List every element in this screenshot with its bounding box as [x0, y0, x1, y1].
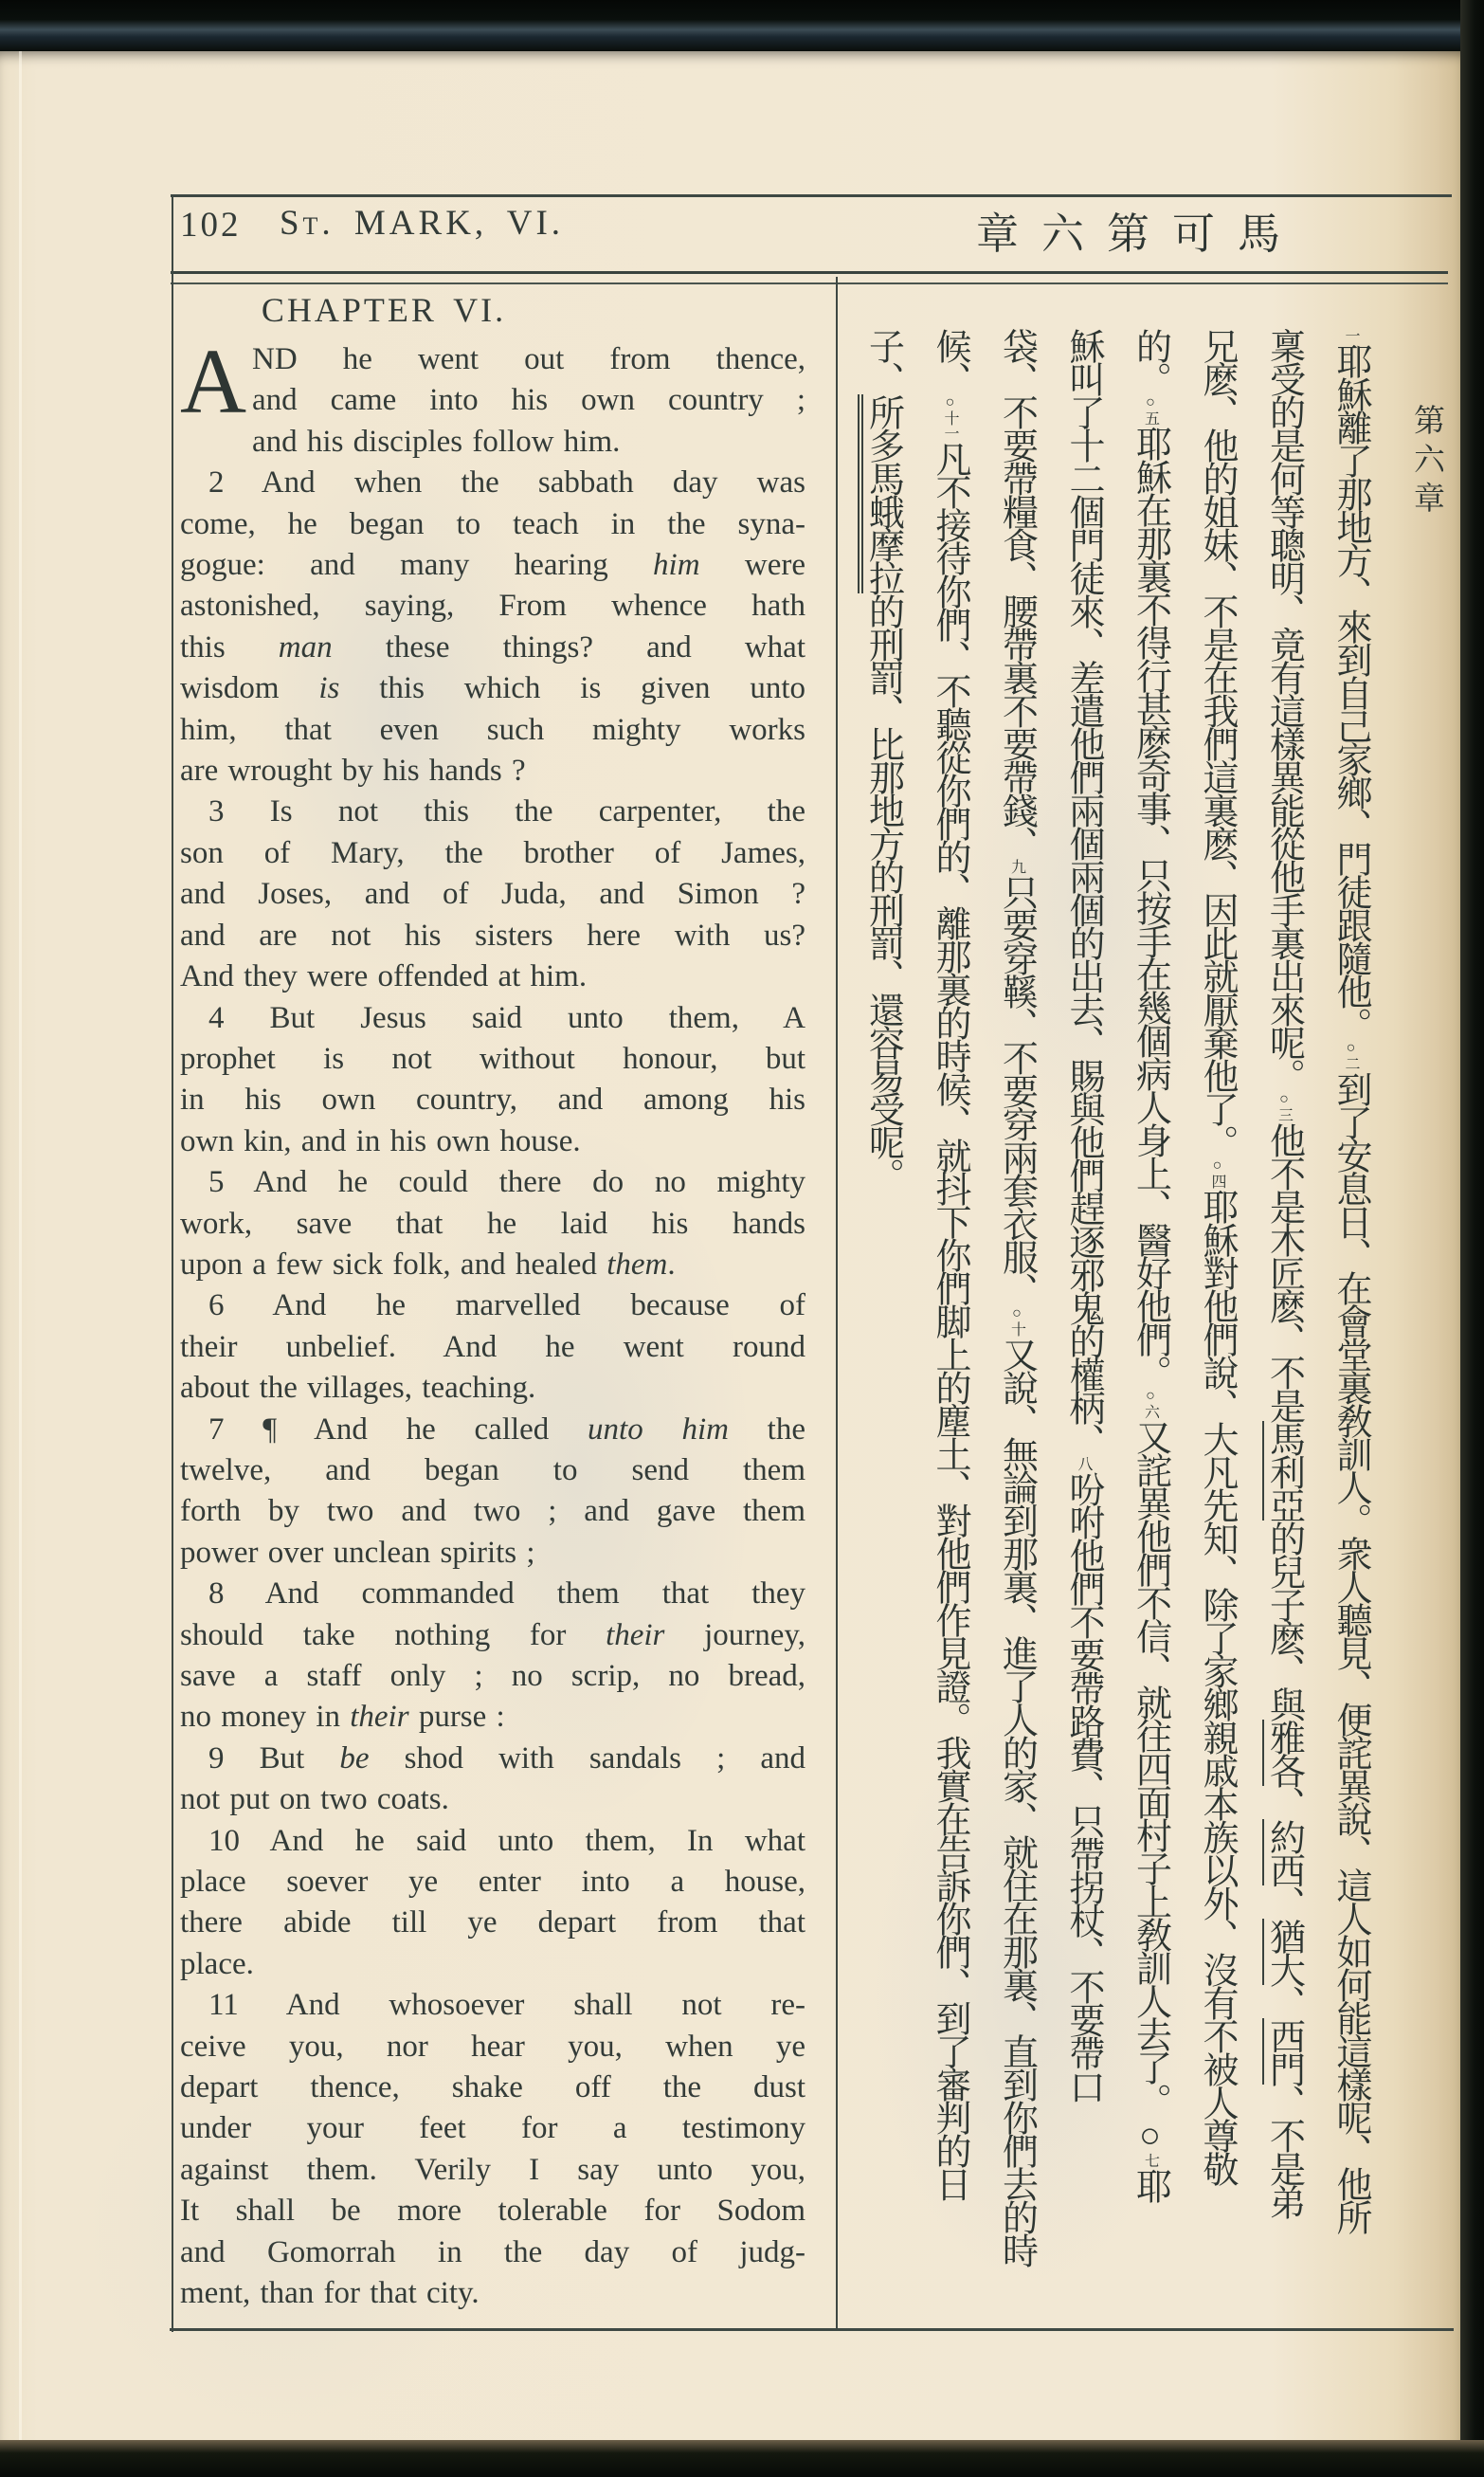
chinese-column-1 — [1317, 328, 1384, 2309]
verse-line: wisdom is this which is given unto — [180, 671, 805, 706]
verse-line: ND he went out from thence, — [252, 342, 805, 376]
proper-name-place: 所多馬 — [858, 394, 903, 494]
verse-line: 6 And he marvelled because of — [208, 1288, 805, 1323]
verse-line: about the villages, teaching. — [180, 1371, 536, 1406]
book-page — [0, 51, 1460, 2440]
verse-marker: ○四 — [1209, 1157, 1225, 1189]
verse-marker: ○二 — [1343, 1040, 1359, 1071]
verse-line: come, he began to teach in the syna- — [180, 506, 805, 541]
verse-7 — [180, 1410, 805, 1575]
verse-line: gogue: and many hearing him were — [180, 548, 805, 583]
verse-line: him, that even such mighty works — [180, 712, 805, 747]
verse-line: 8 And commanded them that they — [208, 1576, 805, 1612]
proper-name-place: 蛾摩拉 — [858, 494, 903, 593]
running-title-english: St. MARK, VI. — [279, 204, 565, 243]
verse-line: and his disciples follow him. — [252, 424, 621, 459]
chinese-text: 他不是木匠麽、不是 — [1263, 1122, 1304, 1421]
proper-name-person: 馬利亞 — [1263, 1421, 1304, 1521]
verse-line: and are not his sisters here with us? — [180, 918, 805, 953]
verse-9 — [180, 1739, 805, 1821]
chinese-column-5 — [1050, 328, 1117, 2309]
verse-line: prophet is not without honour, but — [180, 1041, 805, 1076]
frame-rule-bottom — [170, 2328, 1454, 2331]
verse-line: 10 And he said unto them, In what — [208, 1823, 805, 1858]
verse-line: in his own country, and among his — [180, 1083, 805, 1118]
verse-line: son of Mary, the brother of James, — [180, 835, 805, 870]
verse-line: upon a few sick folk, and healed them. — [180, 1247, 676, 1282]
chinese-column-2 — [1250, 328, 1317, 2309]
chinese-text: 候、 — [930, 328, 969, 394]
verse-marker: ○十一 — [942, 394, 958, 441]
chinese-text: 、 — [1263, 1786, 1304, 1819]
verse-marker: 七 — [1142, 2153, 1159, 2168]
chinese-text: 耶穌在那裏不得行甚麽奇事、只按手在幾個病人身上、醫好他們。 — [1130, 426, 1170, 1388]
verse-line: their unbelief. And he went round — [180, 1329, 805, 1364]
verse-6 — [180, 1285, 805, 1409]
chapter-heading: CHAPTER VI. — [261, 291, 507, 329]
verse-line: depart thence, shake off the dust — [180, 2070, 805, 2105]
chinese-text: 凡不接待你們、不聽從你們的、離那裏的時候、就抖下你們脚上的塵土、對他們作見證。我實在告訴你們、到了審判的日 — [930, 441, 969, 2199]
english-column — [180, 290, 805, 2315]
chinese-text: 耶 — [1130, 2168, 1170, 2201]
chinese-text: 袋、不要帶糧食、腰帶裏不要帶錢、 — [996, 328, 1037, 859]
verse-4 — [180, 998, 805, 1163]
chinese-text: 耶穌對他們說、大凡先知、除了家鄉親戚本族以外、沒有不被人尊敬 — [1197, 1189, 1237, 2184]
verse-1 — [180, 331, 805, 463]
verse-line: It shall be more tolerable for Sodom — [180, 2194, 805, 2229]
verse-line: 9 But be shod with sandals ; and — [208, 1740, 805, 1776]
chinese-column-8 — [849, 328, 916, 2309]
running-title-chinese: 章六第可馬 — [976, 210, 1304, 258]
verse-5 — [180, 1162, 805, 1285]
verse-line: and came into his own country ; — [252, 383, 805, 418]
chinese-column-3 — [1184, 328, 1251, 2309]
chinese-text: 只要穿鞵、不要穿兩套衣服、 — [996, 874, 1037, 1305]
verse-line: ceive you, nor hear you, when ye — [180, 2029, 805, 2064]
verse-line: astonished, saying, From whence hath — [180, 589, 805, 624]
drop-cap-initial: A — [180, 331, 247, 432]
verse-line: under your feet for a testimony — [180, 2111, 805, 2146]
verse-11 — [180, 1985, 805, 2314]
proper-name-person: 猶大 — [1263, 1919, 1304, 1985]
verse-line: power over unclean spirits ; — [180, 1535, 535, 1570]
verse-marker: ○六 — [1142, 1388, 1159, 1419]
verse-line: 3 Is not this the carpenter, the — [208, 794, 805, 829]
chinese-text: 耶穌離了那地方、來到自己家鄉、門徒跟隨他。 — [1330, 343, 1370, 1040]
verse-line: not put on two coats. — [180, 1782, 449, 1817]
english-verses — [180, 331, 805, 2315]
chinese-column-4 — [1116, 328, 1184, 2309]
chinese-column-6 — [983, 328, 1050, 2309]
scan-top-band — [0, 0, 1484, 51]
verse-3 — [180, 792, 805, 997]
verse-line: 4 But Jesus said unto them, A — [208, 1000, 805, 1035]
frame-rule-left — [172, 194, 173, 2332]
verse-line: there abide till ye depart from that — [180, 1905, 805, 1940]
chinese-text: 的兒子麽、與 — [1263, 1521, 1304, 1720]
verse-line: 5 And he could there do no mighty — [208, 1165, 805, 1200]
chinese-text: 又說、無論到那裏、進了人的家、就住在那裏、直到你們去的時 — [996, 1337, 1037, 2266]
chinese-text: 稟受的是何等聰明、竟有這樣異能從他手裏出來呢。 — [1263, 328, 1304, 1091]
chinese-text: 吩咐他們不要帶路費、只帶拐杖、不要帶口 — [1063, 1471, 1103, 2102]
frame-rule-top — [171, 194, 1452, 197]
verse-line: should take nothing for their journey, — [180, 1617, 805, 1652]
verse-line: own kin, and in his own house. — [180, 1123, 581, 1158]
chapter-margin-label: 第六章 — [1409, 404, 1443, 520]
frame-rule-center-divider — [836, 277, 838, 2331]
verse-marker: 八 — [1076, 1456, 1092, 1471]
verse-line: twelve, and began to send them — [180, 1452, 805, 1487]
proper-name-person: 西門 — [1263, 2018, 1304, 2085]
verse-2 — [180, 463, 805, 792]
proper-name-person: 約西 — [1263, 1819, 1304, 1885]
proper-name-person: 雅各 — [1263, 1720, 1304, 1786]
page-number: 102 — [180, 206, 242, 245]
verse-line: are wrought by his hands ? — [180, 754, 526, 789]
verse-line: place soever ye enter into a house, — [180, 1865, 805, 1900]
verse-line: 2 And when the sabbath day was — [208, 465, 805, 501]
chinese-text-block — [846, 328, 1384, 2309]
verse-line: place. — [180, 1946, 254, 1981]
verse-line: this man these things? and what — [180, 629, 805, 665]
chinese-text: 子、 — [862, 328, 903, 394]
verse-line: 11 And whosoever shall not re- — [208, 1988, 805, 2023]
page-edge-highlight — [19, 51, 22, 2440]
scan-bottom-band — [0, 2440, 1484, 2477]
chinese-text: 、 — [1263, 1985, 1304, 2018]
verse-line: and Joses, and of Juda, and Simon ? — [180, 877, 805, 912]
chinese-text: 的刑罰、比那地方的刑罰、還容易受呢。 — [862, 593, 903, 1191]
chinese-column-7 — [916, 328, 984, 2309]
verse-marker: ○三 — [1276, 1091, 1293, 1122]
verse-line: against them. Verily I say unto you, — [180, 2152, 805, 2187]
chinese-text: 到了安息日、在會堂裏敎訓人。衆人聽見、便詫異說、這人如何能這樣呢、他所 — [1330, 1071, 1370, 2232]
verse-line: no money in their purse : — [180, 1700, 505, 1735]
frame-rule-double — [171, 271, 1448, 284]
verse-marker: ○五 — [1142, 394, 1159, 426]
verse-line: And they were offended at him. — [180, 959, 588, 994]
verse-line: and Gomorrah in the day of judg- — [180, 2234, 805, 2269]
verse-marker: 九 — [1008, 859, 1025, 874]
verse-10 — [180, 1821, 805, 1986]
chinese-text: 穌叫了十二個門徒來、差遣他們兩個兩個的出去、賜與他們趕逐邪鬼的權柄、 — [1063, 328, 1103, 1456]
chinese-text: 、 — [1263, 1885, 1304, 1919]
verse-line: work, save that he laid his hands — [180, 1206, 805, 1241]
verse-line: forth by two and two ; and gave them — [180, 1494, 805, 1529]
chinese-text: 兄麽、他的姐妹、不是在我們這裏麽、因此就厭棄他了。 — [1197, 328, 1237, 1157]
verse-marker: ○十 — [1008, 1305, 1025, 1337]
verse-line: save a staff only ; no scrip, no bread, — [180, 1659, 805, 1693]
scan-right-band — [1460, 0, 1484, 2477]
verse-line: 7 ¶ And he called unto him the — [208, 1412, 805, 1447]
chinese-text: 的。 — [1130, 328, 1170, 394]
chinese-text: 、不是弟 — [1263, 2085, 1304, 2217]
chinese-text: 又詫異他們不信、就往四面村子上敎訓人去了。○ — [1130, 1419, 1170, 2153]
verse-8 — [180, 1574, 805, 1739]
verse-marker: 一 — [1343, 328, 1359, 343]
verse-line: ment, than for that city. — [180, 2276, 480, 2311]
